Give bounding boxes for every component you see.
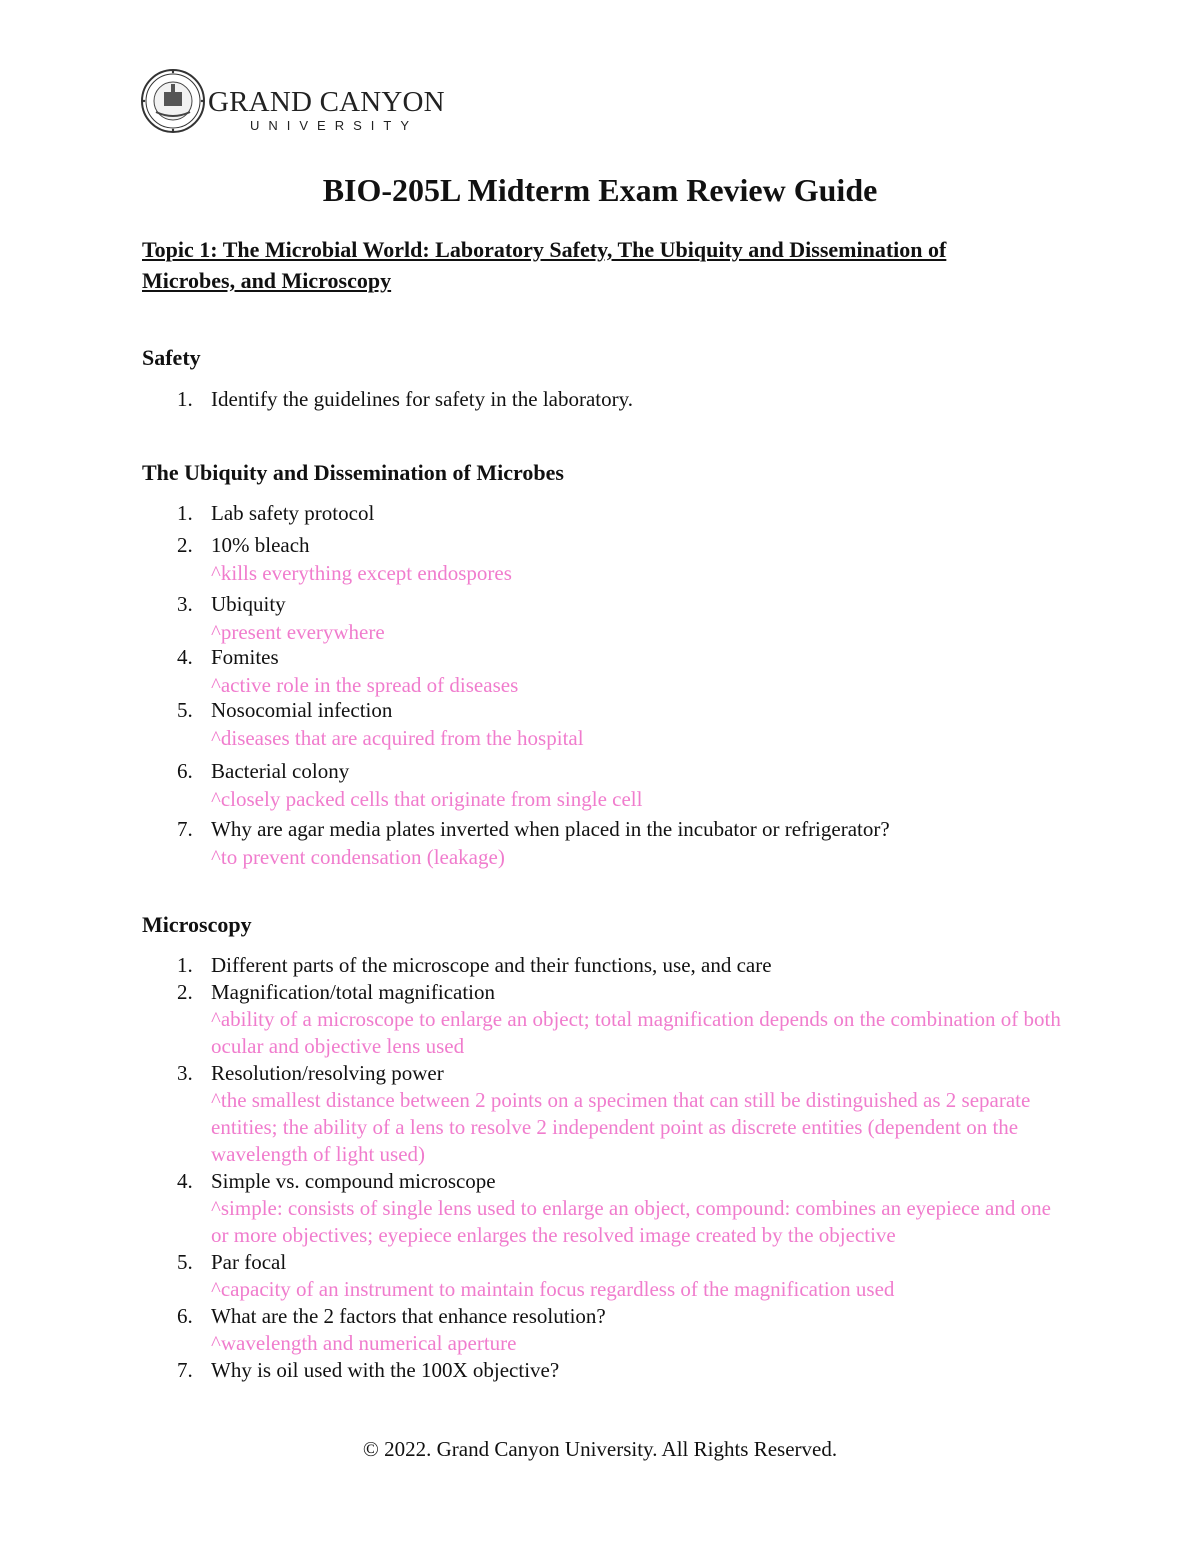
item-number: 1. [177, 387, 193, 411]
university-logo [140, 68, 445, 138]
item-answer: ^diseases that are acquired from the hospital [211, 726, 584, 750]
list-item [142, 757, 1072, 813]
item-number: 3. [177, 1061, 193, 1085]
list-item [142, 952, 1072, 979]
university-seal-icon [140, 68, 206, 134]
item-question: 10% bleach [211, 533, 310, 557]
item-number: 5. [177, 1250, 193, 1274]
item-question: Simple vs. compound microscope [211, 1169, 496, 1193]
item-answer: ^to prevent condensation (leakage) [211, 845, 505, 869]
item-number: 4. [177, 1169, 193, 1193]
microscopy-heading: Microscopy [142, 912, 252, 937]
item-answer: ^closely packed cells that originate from single cell [211, 787, 643, 811]
item-question: Identify the guidelines for safety in the laboratory. [211, 387, 633, 411]
item-question: What are the 2 factors that enhance resolution? [211, 1304, 606, 1328]
item-number: 1. [177, 953, 193, 977]
item-answer: ^the smallest distance between 2 points on a specimen that can still be distinguished as 2 separate entities; the ability of a lens to resolve 2 independent point as discrete entities (dependent on the wavelength of light used) [211, 1088, 1031, 1166]
list-item [142, 979, 1072, 1060]
safety-list [142, 385, 1072, 413]
item-question: Why are agar media plates inverted when placed in the incubator or refrigerator? [211, 817, 890, 841]
list-item [142, 1357, 1072, 1384]
item-answer: ^present everywhere [211, 620, 385, 644]
item-answer: ^capacity of an instrument to maintain focus regardless of the magnification used [211, 1277, 895, 1301]
item-number: 2. [177, 533, 193, 557]
item-number: 2. [177, 980, 193, 1004]
item-number: 1. [177, 501, 193, 525]
logo-name: GRAND CANYON [208, 86, 445, 118]
list-item [142, 1303, 1072, 1357]
item-answer: ^active role in the spread of diseases [211, 673, 519, 697]
list-item [142, 1249, 1072, 1303]
copyright-footer: © 2022. Grand Canyon University. All Rights Reserved. [362, 1437, 838, 1461]
item-question: Ubiquity [211, 592, 286, 616]
item-number: 6. [177, 1304, 193, 1328]
ubiquity-list [142, 499, 1072, 871]
item-question: Magnification/total magnification [211, 980, 496, 1004]
item-answer: ^wavelength and numerical aperture [211, 1331, 517, 1355]
list-item [142, 385, 1072, 413]
item-number: 7. [177, 817, 193, 841]
safety-heading: Safety [142, 345, 201, 370]
item-question: Different parts of the microscope and their functions, use, and care [211, 953, 772, 977]
list-item [142, 1168, 1072, 1249]
item-number: 7. [177, 1358, 193, 1382]
item-question: Resolution/resolving power [211, 1061, 444, 1085]
topic-heading: Topic 1: The Microbial World: Laboratory Safety, The Ubiquity and Dissemination of Microbes, and Microscopy [142, 237, 947, 293]
item-question: Fomites [211, 645, 279, 669]
item-number: 3. [177, 592, 193, 616]
list-item [142, 815, 1072, 871]
item-question: Bacterial colony [211, 759, 350, 783]
item-answer: ^ability of a microscope to enlarge an object; total magnification depends on the combination of both ocular and objective lens used [211, 1007, 1061, 1058]
logo-subtitle: UNIVERSITY [250, 118, 419, 133]
list-item [142, 499, 1072, 527]
list-item [142, 1060, 1072, 1168]
ubiquity-heading: The Ubiquity and Dissemination of Microbes [142, 460, 564, 485]
list-item [142, 590, 1072, 646]
item-number: 6. [177, 759, 193, 783]
list-item [142, 696, 1072, 752]
item-question: Par focal [211, 1250, 287, 1274]
item-answer: ^kills everything except endospores [211, 561, 512, 585]
document-title: BIO-205L Midterm Exam Review Guide [322, 172, 878, 208]
list-item [142, 643, 1072, 699]
item-answer: ^simple: consists of single lens used to enlarge an object, compound: combines an eyepiece and one or more objectives; eyepiece enlarges the resolved image created by the objective [211, 1196, 1051, 1247]
item-question: Nosocomial infection [211, 698, 393, 722]
item-question: Why is oil used with the 100X objective? [211, 1358, 560, 1382]
list-item [142, 531, 1072, 587]
item-question: Lab safety protocol [211, 501, 375, 525]
item-number: 4. [177, 645, 193, 669]
item-number: 5. [177, 698, 193, 722]
microscopy-list [142, 952, 1072, 1384]
